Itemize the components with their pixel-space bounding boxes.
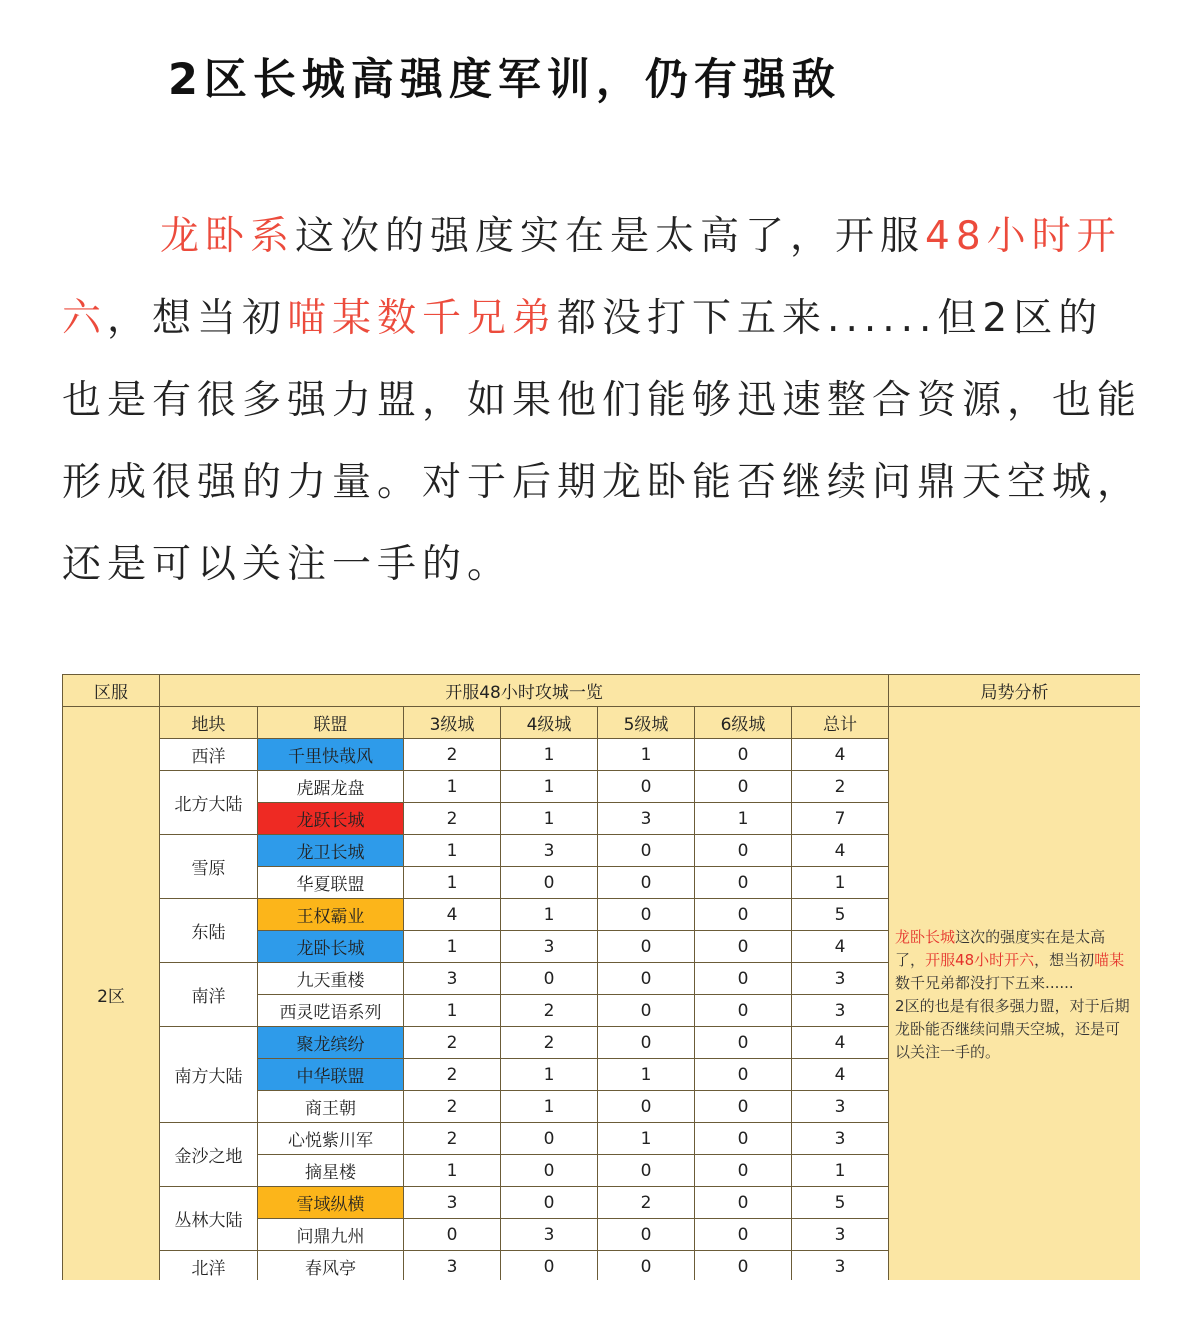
total-cell: 7 — [792, 803, 889, 835]
total-cell: 4 — [792, 1059, 889, 1091]
city-count-cell: 0 — [695, 771, 792, 803]
city-count-cell: 0 — [695, 835, 792, 867]
article-title: 2区长城高强度军训，仍有强敌 — [168, 55, 841, 105]
city-count-cell: 4 — [404, 899, 501, 931]
region-cell: 东陆 — [160, 899, 258, 963]
column-header: 地块 — [160, 707, 258, 739]
city-count-cell: 1 — [598, 1123, 695, 1155]
column-header: 5级城 — [598, 707, 695, 739]
city-count-cell: 0 — [598, 1251, 695, 1281]
header-overview: 开服48小时攻城一览 — [160, 675, 889, 707]
city-count-cell: 1 — [501, 899, 598, 931]
highlight-miao: 喵某数千兄弟 — [287, 296, 558, 341]
city-count-cell: 0 — [501, 963, 598, 995]
city-count-cell: 2 — [598, 1187, 695, 1219]
analysis-highlight: 开服48小时开六 — [925, 950, 1035, 969]
city-count-cell: 0 — [598, 995, 695, 1027]
region-cell: 雪原 — [160, 835, 258, 899]
paragraph-text-3: 都没打下五来......但2区的也是有很多强力盟，如果他们能够迅速整合资源，也能形成很强的力量。对于后期龙卧能否继续问鼎天空城，还是可以关注一手的。 — [62, 296, 1143, 587]
city-count-cell: 0 — [695, 739, 792, 771]
region-cell: 北方大陆 — [160, 771, 258, 835]
city-count-cell: 0 — [598, 1027, 695, 1059]
city-count-cell: 0 — [404, 1219, 501, 1251]
city-count-cell: 1 — [404, 1155, 501, 1187]
city-count-cell: 0 — [598, 1219, 695, 1251]
city-count-cell: 1 — [404, 995, 501, 1027]
city-count-cell: 2 — [501, 1027, 598, 1059]
city-count-cell: 1 — [501, 1091, 598, 1123]
alliance-cell: 龙卧长城 — [258, 931, 404, 963]
total-cell: 4 — [792, 1027, 889, 1059]
city-count-cell: 0 — [695, 1155, 792, 1187]
city-count-cell: 2 — [404, 1123, 501, 1155]
city-count-cell: 1 — [598, 739, 695, 771]
alliance-cell: 春风亭 — [258, 1251, 404, 1281]
city-count-cell: 1 — [695, 803, 792, 835]
siege-table-image — [62, 674, 1140, 1280]
alliance-cell: 千里快哉风 — [258, 739, 404, 771]
city-count-cell: 0 — [501, 1155, 598, 1187]
alliance-cell: 问鼎九州 — [258, 1219, 404, 1251]
region-cell: 西洋 — [160, 739, 258, 771]
total-cell: 5 — [792, 1187, 889, 1219]
city-count-cell: 1 — [404, 835, 501, 867]
city-count-cell: 1 — [501, 803, 598, 835]
city-count-cell: 0 — [695, 1091, 792, 1123]
city-count-cell: 3 — [404, 963, 501, 995]
city-count-cell: 0 — [598, 1091, 695, 1123]
alliance-cell: 九天重楼 — [258, 963, 404, 995]
city-count-cell: 0 — [695, 867, 792, 899]
total-cell: 1 — [792, 867, 889, 899]
city-count-cell: 0 — [501, 1123, 598, 1155]
column-header: 总计 — [792, 707, 889, 739]
alliance-cell: 龙跃长城 — [258, 803, 404, 835]
city-count-cell: 0 — [695, 1187, 792, 1219]
city-count-cell: 2 — [404, 1027, 501, 1059]
header-analysis: 局势分析 — [889, 675, 1140, 707]
siege-table — [62, 674, 1140, 1280]
city-count-cell: 0 — [598, 771, 695, 803]
analysis-text: ，想当初 — [1034, 950, 1095, 969]
city-count-cell: 0 — [695, 899, 792, 931]
city-count-cell: 0 — [598, 835, 695, 867]
total-cell: 3 — [792, 1091, 889, 1123]
city-count-cell: 1 — [404, 867, 501, 899]
city-count-cell: 0 — [695, 1059, 792, 1091]
city-count-cell: 3 — [404, 1187, 501, 1219]
analysis-highlight: 龙卧长城 — [895, 927, 956, 946]
paragraph-text-2: ，想当初 — [107, 296, 288, 341]
city-count-cell: 0 — [695, 1123, 792, 1155]
alliance-cell: 聚龙缤纷 — [258, 1027, 404, 1059]
total-cell: 5 — [792, 899, 889, 931]
city-count-cell: 2 — [501, 995, 598, 1027]
city-count-cell: 3 — [404, 1251, 501, 1281]
total-cell: 3 — [792, 1123, 889, 1155]
city-count-cell: 0 — [695, 963, 792, 995]
alliance-cell: 商王朝 — [258, 1091, 404, 1123]
article-paragraph — [62, 196, 1142, 606]
total-cell: 4 — [792, 931, 889, 963]
city-count-cell: 3 — [501, 1219, 598, 1251]
alliance-cell: 华夏联盟 — [258, 867, 404, 899]
total-cell: 2 — [792, 771, 889, 803]
city-count-cell: 0 — [501, 1187, 598, 1219]
city-count-cell: 3 — [598, 803, 695, 835]
region-cell: 丛林大陆 — [160, 1187, 258, 1251]
city-count-cell: 1 — [404, 931, 501, 963]
header-zone: 区服 — [63, 675, 160, 707]
total-cell: 4 — [792, 739, 889, 771]
city-count-cell: 3 — [501, 931, 598, 963]
region-cell: 金沙之地 — [160, 1123, 258, 1187]
city-count-cell: 2 — [404, 803, 501, 835]
total-cell: 3 — [792, 963, 889, 995]
zone-cell: 2区 — [63, 707, 160, 1281]
city-count-cell: 0 — [501, 867, 598, 899]
city-count-cell: 0 — [695, 931, 792, 963]
analysis-highlight: 喵某 — [1094, 950, 1125, 969]
city-count-cell: 0 — [598, 963, 695, 995]
alliance-cell: 虎踞龙盘 — [258, 771, 404, 803]
column-header: 4级城 — [501, 707, 598, 739]
city-count-cell: 0 — [501, 1251, 598, 1281]
total-cell: 3 — [792, 1251, 889, 1281]
alliance-cell: 西灵呓语系列 — [258, 995, 404, 1027]
total-cell: 3 — [792, 1219, 889, 1251]
column-header: 3级城 — [404, 707, 501, 739]
city-count-cell: 1 — [501, 739, 598, 771]
column-header: 6级城 — [695, 707, 792, 739]
alliance-cell: 雪域纵横 — [258, 1187, 404, 1219]
analysis-text: 数千兄弟都没打下五来...... — [895, 973, 1074, 992]
city-count-cell: 1 — [598, 1059, 695, 1091]
paragraph-text-1: 这次的强度实在是太高了，开服 — [295, 214, 926, 259]
city-count-cell: 1 — [501, 1059, 598, 1091]
city-count-cell: 0 — [598, 931, 695, 963]
alliance-cell: 摘星楼 — [258, 1155, 404, 1187]
city-count-cell: 2 — [404, 1059, 501, 1091]
city-count-cell: 0 — [695, 1027, 792, 1059]
city-count-cell: 1 — [501, 771, 598, 803]
alliance-cell: 王权霸业 — [258, 899, 404, 931]
city-count-cell: 0 — [598, 867, 695, 899]
analysis-cell — [889, 707, 1140, 1281]
highlight-48-hours: 48小时开六 — [62, 214, 1122, 341]
highlight-longwo-series: 龙卧系 — [160, 214, 296, 259]
total-cell: 1 — [792, 1155, 889, 1187]
total-cell: 4 — [792, 835, 889, 867]
analysis-text: 这次的强度实在是太高了， — [895, 927, 1106, 969]
city-count-cell: 0 — [695, 1219, 792, 1251]
analysis-text: 2区的也是有很多强力盟，对于后期龙卧能否继续问鼎天空城，还是可以关注一手的。 — [895, 996, 1130, 1061]
city-count-cell: 0 — [695, 995, 792, 1027]
city-count-cell: 1 — [404, 771, 501, 803]
total-cell: 3 — [792, 995, 889, 1027]
region-cell: 北洋 — [160, 1251, 258, 1281]
city-count-cell: 3 — [501, 835, 598, 867]
city-count-cell: 0 — [598, 1155, 695, 1187]
city-count-cell: 2 — [404, 739, 501, 771]
region-cell: 南洋 — [160, 963, 258, 1027]
column-header: 联盟 — [258, 707, 404, 739]
alliance-cell: 龙卫长城 — [258, 835, 404, 867]
city-count-cell: 2 — [404, 1091, 501, 1123]
city-count-cell: 0 — [598, 899, 695, 931]
region-cell: 南方大陆 — [160, 1027, 258, 1123]
alliance-cell: 中华联盟 — [258, 1059, 404, 1091]
alliance-cell: 心悦紫川军 — [258, 1123, 404, 1155]
city-count-cell: 0 — [695, 1251, 792, 1281]
